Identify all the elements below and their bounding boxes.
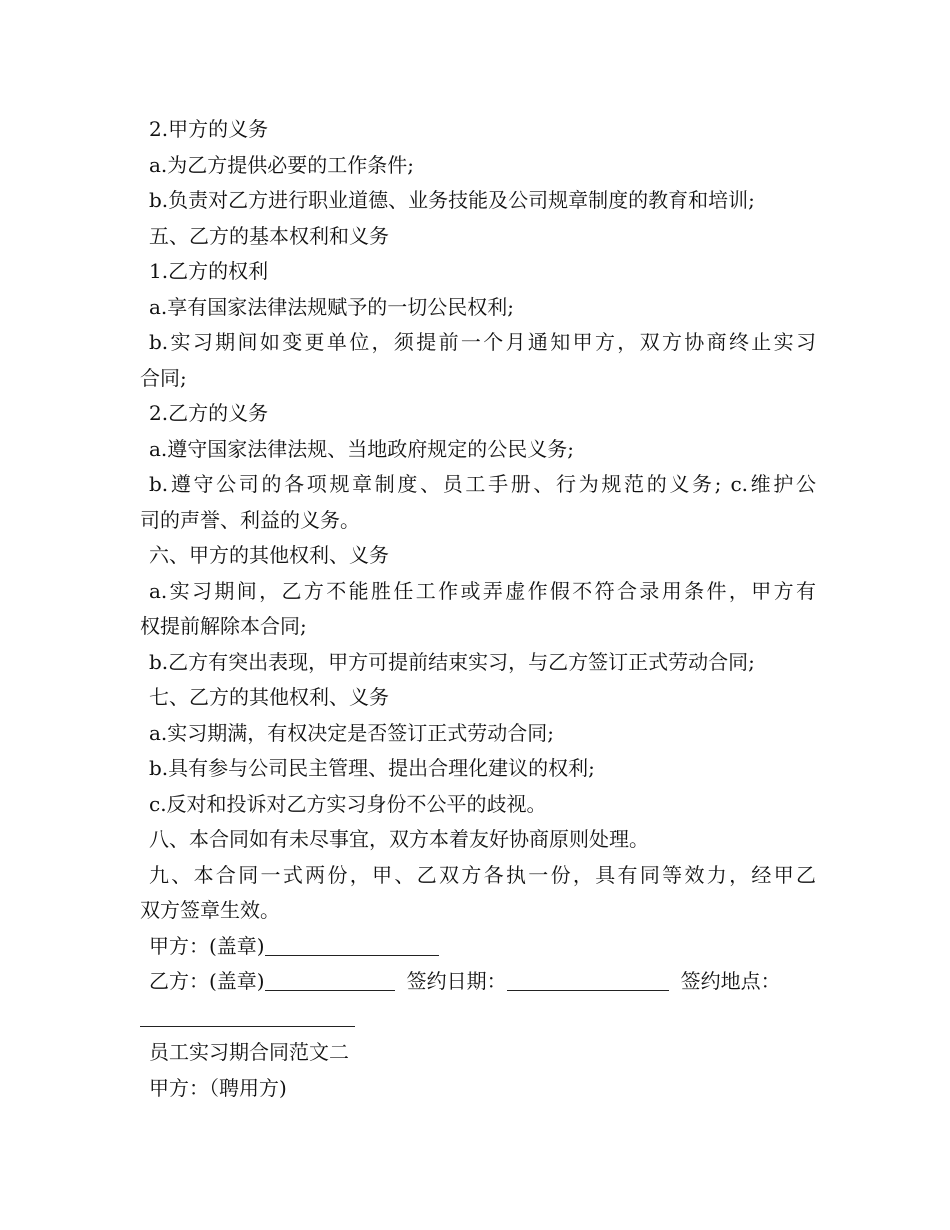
text-line: 合同;: [140, 365, 187, 390]
text-line: 1.乙方的权利: [149, 259, 269, 283]
text-line: b.遵守公司的各项规章制度、员工手册、行为规范的义务; c.维护公: [149, 472, 816, 496]
text-line: b.实习期间如变更单位，须提前一个月通知甲方，双方协商终止实习: [149, 330, 816, 354]
sign-date-blank: [507, 989, 669, 991]
text-line: b.乙方有突出表现，甲方可提前结束实习，与乙方签订正式劳动合同;: [149, 649, 755, 674]
document-page: [140, 112, 816, 1106]
section-heading: 九、本合同一式两份，甲、乙双方各执一份，具有同等效力，经甲乙: [149, 862, 816, 887]
section-title: 员工实习期合同范文二: [149, 1040, 349, 1064]
party-a-signature-line: [140, 929, 816, 965]
sign-place-line: [140, 1000, 816, 1036]
text-line: a.享有国家法律法规赋予的一切公民权利;: [149, 294, 515, 319]
text-line: c.反对和投诉对乙方实习身份不公平的歧视。: [149, 791, 547, 816]
section-heading: 六、甲方的其他权利、义务: [149, 543, 389, 567]
text-line: a.实习期间，乙方不能胜任工作或弄虚作假不符合录用条件，甲方有: [149, 578, 816, 603]
text-line: a.遵守国家法律法规、当地政府规定的公民义务;: [149, 436, 575, 461]
text-line: 权提前解除本合同;: [140, 614, 307, 638]
party-a-label: 甲方：(盖章): [149, 933, 265, 958]
party-b-label: 乙方：(盖章): [149, 969, 265, 993]
employer-label: 甲方：（聘用方): [149, 1075, 287, 1100]
section-heading: 五、乙方的基本权利和义务: [149, 223, 389, 248]
text-line: a.为乙方提供必要的工作条件;: [149, 152, 415, 177]
sign-place-label: 签约地点：: [680, 969, 781, 993]
party-b-signature-blank: [265, 989, 395, 991]
text-line: 双方签章生效。: [140, 898, 280, 922]
text-line: b.负责对乙方进行职业道德、业务技能及公司规章制度的教育和培训;: [149, 188, 755, 212]
text-line: 2.甲方的义务: [149, 117, 269, 141]
sign-date-label: 签约日期：: [406, 969, 507, 993]
party-b-signature-line: [140, 964, 816, 1000]
section-heading: 七、乙方的其他权利、义务: [149, 685, 389, 709]
text-line: 2.乙方的义务: [149, 401, 269, 425]
party-a-signature-blank: [265, 954, 439, 956]
text-line: b.具有参与公司民主管理、提出合理化建议的权利;: [149, 756, 595, 780]
text-line: a.实习期满，有权决定是否签订正式劳动合同;: [149, 720, 555, 745]
text-line: 司的声誉、利益的义务。: [140, 507, 360, 532]
section-heading: 八、本合同如有未尽事宜，双方本着友好协商原则处理。: [149, 827, 649, 851]
sign-place-blank: [140, 1025, 355, 1027]
